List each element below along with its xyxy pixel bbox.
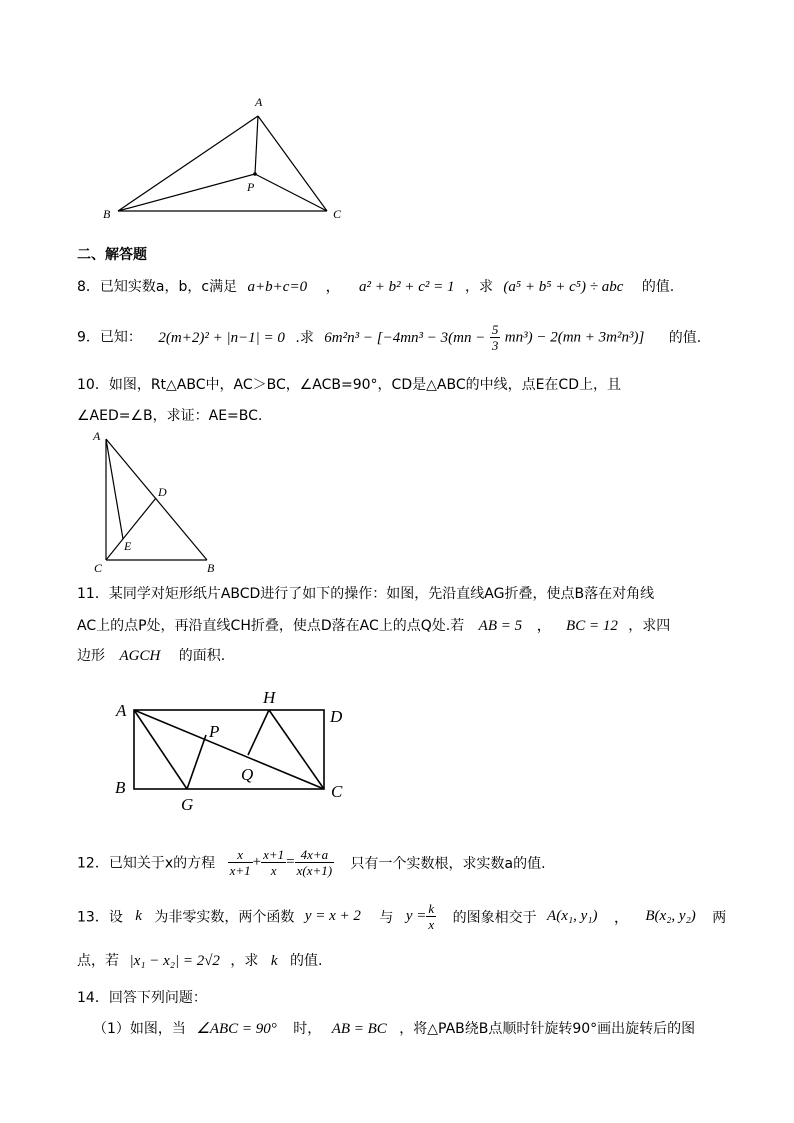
q14-text-a: （1）如图，当 — [93, 1021, 186, 1037]
vertex-label-a: A — [255, 95, 263, 109]
rect-label-q: Q — [241, 765, 254, 784]
figure-right-triangle — [88, 426, 228, 576]
q9-fraction: $\frac{5}{3}$ — [491, 322, 499, 353]
question-14-line2 — [93, 1018, 695, 1038]
q11-text-b: ，求四 — [628, 618, 671, 634]
q13-with: 与 — [379, 909, 394, 926]
q9-condition: 2(m+2)² + |n−1| = 0 — [158, 329, 285, 346]
vertex-label-b: B — [103, 207, 111, 221]
question-10-line2: ∠AED=∠B，求证：AE=BC. — [77, 408, 263, 424]
question-14-line1: 14．回答下列问题： — [77, 990, 207, 1006]
q8-text-before: 已知实数a，b，c满足 — [99, 279, 238, 295]
q14-text-c: ，将△PAB绕B点顺时针旋转90°画出旋转后的图 — [399, 1021, 696, 1037]
q13-function-1: y = x + 2 — [304, 908, 361, 924]
q9-expression-part2: mn³) − 2(mn + 3m²n³)] — [504, 329, 645, 346]
q13-text-f: ，求 — [230, 953, 259, 969]
q11-text-a: AC上的点P处，再沿直线CH折叠，使点D落在AC上的点Q处.若 — [77, 618, 465, 634]
q13-function-2-fraction: $\frac{k}{x}$ — [428, 901, 435, 932]
rect-label-h: H — [263, 688, 276, 707]
q9-number: 9． — [77, 329, 100, 346]
rect-label-g: G — [181, 795, 194, 813]
q13-condition: |x₁ − x₂| = 2√2 — [129, 953, 220, 969]
q8-expression: (a⁵ + b⁵ + c⁵) ÷ abc — [503, 279, 624, 295]
q9-text-after: 的值. — [668, 329, 702, 346]
rect-label-b: B — [115, 778, 126, 797]
rect-label-p: P — [209, 722, 220, 741]
label-a: A — [93, 429, 101, 443]
q12-fraction-3: $\frac{4x+a}{x(x+1)}$ — [296, 847, 333, 878]
rect-label-a: A — [116, 701, 127, 720]
question-8: 8．已知实数a，b，c满足 a+b+c=0 ， a² + b² + c² = 1 ，求 (a⁵ + b⁵ + c⁵) ÷ abc 的值. — [77, 279, 675, 295]
q11-text-c: 边形 — [77, 648, 105, 664]
question-12 — [77, 847, 546, 878]
q11-bc: BC = 12 — [566, 618, 618, 634]
question-9 — [77, 322, 701, 353]
rect-label-c: C — [331, 782, 343, 801]
question-11-line1: 11．某同学对矩形纸片ABCD进行了如下的操作：如图，先沿直线AG折叠，使点B落在对角线 — [77, 586, 655, 602]
q13-point-b: B(x₂, y₂) — [645, 908, 696, 924]
q12-plus: + — [252, 854, 262, 870]
q12-text-after: 只有一个实数根，求实数a的值. — [350, 855, 546, 872]
q13-function-2-lhs: y = — [405, 908, 427, 924]
label-b: B — [207, 561, 215, 575]
q9-expression-part1: 6m²n³ − [−4mn³ − 3(mn − — [324, 329, 486, 346]
question-10-line1: 10．如图，Rt△ABC中，AC＞BC，∠ACB=90°，CD是△ABC的中线，点E在CD上，且 — [77, 377, 621, 393]
q8-condition-2: a² + b² + c² = 1 — [359, 279, 455, 295]
q12-fraction-1: $\frac{x}{x+1}$ — [229, 847, 251, 878]
question-13-line1: 13．设 k 为非零实数，两个函数 y = x + 2 与 y = $\frac{k}{x}$ 的图象相交于 A(x₁, y₁) ， B(x₂, y₂) 两 — [77, 901, 727, 932]
q9-text-mid: .求 — [295, 329, 314, 346]
label-c: C — [94, 561, 103, 575]
q13-text-b: 为非零实数，两个函数 — [154, 909, 295, 926]
q13-text-d: 两 — [712, 909, 727, 926]
q11-text-d: 的面积. — [178, 648, 226, 664]
q13-point-a: A(x₁, y₁) — [547, 908, 598, 924]
q13-text-a: 13．设 — [77, 909, 123, 926]
label-e: E — [124, 539, 132, 553]
q8-text-mid: ，求 — [464, 279, 493, 295]
q11-ab: AB = 5 — [478, 618, 523, 634]
q12-equals: = — [286, 854, 295, 870]
figure-triangle-abcp — [95, 90, 365, 230]
q13-text-g: 的值. — [289, 953, 323, 969]
q9-text-before: 已知： — [99, 329, 142, 346]
label-d: D — [158, 485, 167, 499]
vertex-label-p: P — [247, 180, 255, 194]
question-13-line2 — [77, 950, 322, 970]
q8-number: 8． — [77, 279, 100, 295]
question-11-line3 — [77, 645, 225, 665]
section-title: 二、解答题 — [77, 247, 147, 263]
q13-text-e: 点，若 — [77, 953, 119, 969]
q14-text-b: 时， — [293, 1021, 322, 1037]
q12-text-before: 已知关于x的方程 — [108, 855, 216, 872]
q12-number: 12． — [77, 855, 109, 872]
q14-angle: ∠ABC = 90° — [196, 1021, 277, 1037]
q12-fraction-2: $\frac{x+1}{x}$ — [263, 847, 285, 878]
q8-condition: a+b+c=0 — [247, 279, 308, 295]
rect-label-d: D — [330, 707, 343, 726]
q13-text-c: 的图象相交于 — [452, 909, 537, 926]
q14-equality: AB = BC — [331, 1021, 387, 1037]
q8-text-after: 的值. — [641, 279, 675, 295]
question-11-line2: AC上的点P处，再沿直线CH折叠，使点D落在AC上的点Q处.若 AB = 5 ， BC = 12 ，求四 — [77, 618, 671, 634]
q11-shape: AGCH — [119, 648, 161, 664]
figure-rectangle — [105, 683, 365, 813]
vertex-label-c: C — [333, 207, 342, 221]
q13-k-2: k — [270, 953, 278, 969]
q13-k: k — [135, 908, 142, 924]
